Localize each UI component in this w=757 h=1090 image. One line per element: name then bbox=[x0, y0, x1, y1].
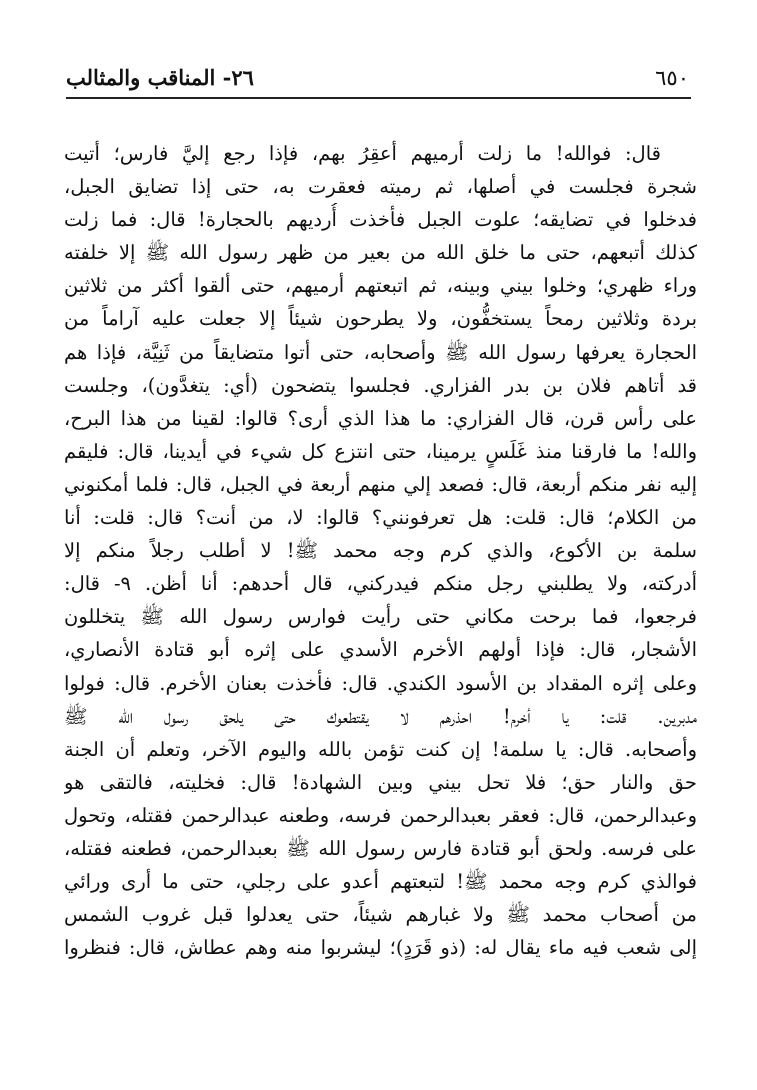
text-line: وأصحابه. قال: يا سلمة! إن كنت تؤمن بالله واليوم الآخر، وتعلم أن الجنة bbox=[64, 737, 697, 761]
text-line: شجرة فجلست في أصلها، ثم رميته فعقرت به، حتى إذا تضايق الجبل، bbox=[64, 175, 697, 199]
text-line: من أصحاب محمد ﷺ ولا غبارهم شيئاً، حتى يعدلوا قبل غروب الشمس bbox=[64, 903, 697, 927]
text-line: قال: فوالله! ما زلت أرميهم أعقِرُ بهم، فإذا رجع إليَّ فارس؛ أتيت bbox=[64, 142, 661, 165]
text-line: وعبدالرحمن، قال: فعقر بعبدالرحمن فرسه، وطعنه عبدالرحمن فقتله، وتحول bbox=[64, 803, 697, 827]
text-line: إلى شعب فيه ماء يقال له: (ذو قَرَدٍ)؛ ليشربوا منه وهم عطاش، قال: فنظروا bbox=[64, 936, 697, 960]
body-text bbox=[64, 137, 697, 964]
text-line: وراء ظهري؛ وخلوا بيني وبينه، ثم اتبعتهم أرميهم، حتى ألقوا أكثر من ثلاثين bbox=[64, 274, 697, 298]
text-line: كذلك أتبعهم، حتى ما خلق الله من بعير من ظهر رسول الله ﷺ إلا خلفته bbox=[64, 241, 697, 265]
page-header bbox=[66, 60, 689, 100]
text-line: بردة وثلاثين رمحاً يستخفُّون، ولا يطرحون شيئاً إلا جعلت عليه آراماً من bbox=[64, 307, 697, 331]
header-divider bbox=[66, 97, 691, 99]
text-line: والله! ما فارقنا منذ غَلَسٍ يرمينا، حتى انتزع كل شيء في أيدينا، قال: فليقم bbox=[64, 439, 697, 463]
text-line: قد أتاهم فلان بن بدر الفزاري. فجلسوا يتضحون (أي: يتغدَّون)، وجلست bbox=[64, 373, 697, 397]
text-line: مدبرين. قلت: يا أخرم! احذرهم لا يقتطعوك حتى يلحق رسول الله ﷺ bbox=[64, 704, 697, 728]
text-line: سلمة بن الأكوع، والذي كرم وجه محمد ﷺ! لا أطلب رجلاً منكم إلا bbox=[64, 539, 697, 563]
text-line: على فرسه. ولحق أبو قتادة فارس رسول الله ﷺ بعبدالرحمن، فطعنه فقتله، bbox=[64, 836, 697, 860]
text-line: فوالذي كرم وجه محمد ﷺ! لتبعتهم أعدو على رجلي، حتى ما أرى ورائي bbox=[64, 870, 697, 894]
text-line: فرجعوا، فما برحت مكاني حتى رأيت فوارس رسول الله ﷺ يتخللون bbox=[64, 605, 697, 629]
text-line: على رأس قرن، قال الفزاري: ما هذا الذي أرى؟ قالوا: لقينا من هذا البرح، bbox=[64, 406, 697, 430]
text-line: أدركته، ولا يطلبني رجل منكم فيدركني، قال أحدهم: أنا أظن. ٩- قال: bbox=[64, 572, 697, 596]
text-line: حق والنار حق؛ فلا تحل بيني وبين الشهادة! قال: فخليته، فالتقى هو bbox=[64, 770, 697, 794]
text-line: وعلى إثره المقداد بن الأسود الكندي. قال: فأخذت بعنان الأخرم. قال: فولوا bbox=[64, 671, 697, 695]
text-line: من الكلام؛ قال: قلت: هل تعرفونني؟ قالوا: لا، من أنت؟ قال: قلت: أنا bbox=[64, 506, 697, 530]
page-number: ٦٥٠ bbox=[655, 66, 689, 90]
text-line: فدخلوا في تضايقه؛ علوت الجبل فأخذت أُرديهم بالحجارة! قال: فما زلت bbox=[64, 208, 697, 232]
text-line: الحجارة يعرفها رسول الله ﷺ وأصحابه، حتى أتوا متضايقاً من ثَنِيَّة، فإذا هم bbox=[64, 340, 697, 364]
text-line: إليه نفر منكم أربعة، قال: فصعد إلي منهم أربعة في الجبل، قال: فلما أمكنوني bbox=[64, 472, 697, 496]
running-title: ٢٦- المناقب والمثالب bbox=[66, 65, 254, 90]
text-line: الأشجار، قال: فإذا أولهم الأخرم الأسدي على إثره أبو قتادة الأنصاري، bbox=[64, 638, 697, 662]
